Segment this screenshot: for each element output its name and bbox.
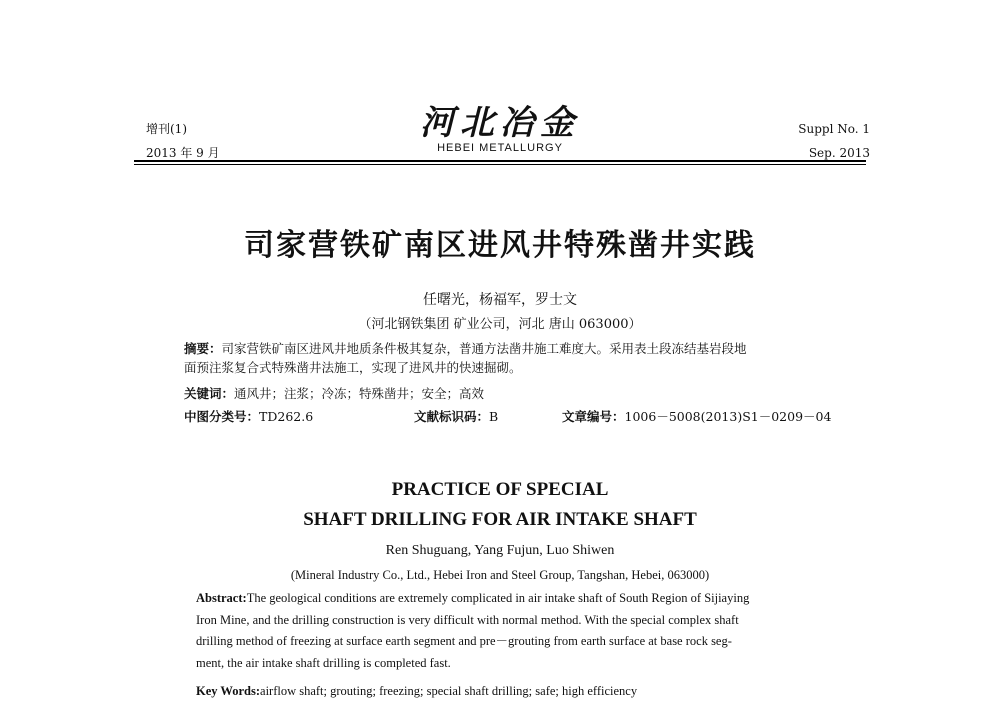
doc-code xyxy=(414,408,498,426)
abstract-en-line4: ment, the air intake shaft drilling is completed fast. xyxy=(196,655,451,670)
abstract-en-line1: The geological conditions are extremely complicated in air intake shaft of South Region of Sijiaying xyxy=(246,591,750,605)
authors-en: Ren Shuguang, Yang Fujun, Luo Shiwen xyxy=(385,543,615,558)
abstract-cn xyxy=(184,339,824,377)
abstract-en xyxy=(196,588,830,674)
keywords-en xyxy=(196,682,830,700)
article-number xyxy=(562,408,831,426)
abstract-en-line3: drilling method of freezing at surface earth segment and pre－grouting from earth surface at base rock seg- xyxy=(196,634,732,648)
journal-title-en: HEBEI METALLURGY xyxy=(437,142,563,154)
keywords-cn-label: 关键词： xyxy=(184,386,235,401)
issue-month-en: Sep. 2013 xyxy=(808,146,870,160)
keywords-en-text: airflow shaft; grouting; freezing; special shaft drilling; safe; high efficiency xyxy=(260,684,638,698)
clc-value: TD262.6 xyxy=(259,409,314,424)
supplement-number: Suppl No. 1 xyxy=(798,122,870,136)
clc-label: 中图分类号： xyxy=(184,409,260,424)
keywords-cn-text: 通风井；注浆；冷冻；特殊凿井；安全；高效 xyxy=(234,386,485,401)
header-rule-thin xyxy=(134,164,866,165)
article-title-en-line2: SHAFT DRILLING FOR AIR INTAKE SHAFT xyxy=(303,509,697,530)
abstract-cn-line1: 司家营铁矿南区进风井地质条件极其复杂，普通方法凿井施工难度大。采用表土段冻结基岩段地 xyxy=(221,341,747,356)
issue-date: 2013 年 9 月 xyxy=(146,146,220,160)
doc-code-label: 文献标识码： xyxy=(414,409,490,424)
issue-label: 增刊(1) xyxy=(146,122,187,136)
keywords-cn xyxy=(184,384,824,403)
journal-title-cn: 河北冶金 xyxy=(420,103,580,143)
article-title-en-line1: PRACTICE OF SPECIAL xyxy=(391,479,609,500)
authors-cn: 任曙光，杨福军，罗士文 xyxy=(423,292,577,308)
article-number-label: 文章编号： xyxy=(562,409,625,424)
doc-code-value: B xyxy=(489,409,499,424)
clc-number xyxy=(184,408,313,426)
keywords-en-label: Key Words: xyxy=(196,684,261,698)
affiliation-en: (Mineral Industry Co., Ltd., Hebei Iron and Steel Group, Tangshan, Hebei, 063000) xyxy=(290,568,710,582)
article-number-value: 1006－5008(2013)S1－0209－04 xyxy=(624,409,832,424)
abstract-en-line2: Iron Mine, and the drilling construction is very difficult with normal method. With the special complex shaft xyxy=(196,612,739,627)
header-rule-thick xyxy=(134,160,866,162)
abstract-cn-label: 摘要： xyxy=(184,341,222,356)
abstract-cn-line2: 面预注浆复合式特殊凿井法施工，实现了进风井的快速掘砌。 xyxy=(184,360,522,375)
affiliation-cn: （河北钢铁集团 矿业公司，河北 唐山 063000） xyxy=(358,317,642,332)
abstract-en-label: Abstract: xyxy=(196,591,247,605)
article-title-cn: 司家营铁矿南区进风井特殊凿井实践 xyxy=(244,228,756,263)
